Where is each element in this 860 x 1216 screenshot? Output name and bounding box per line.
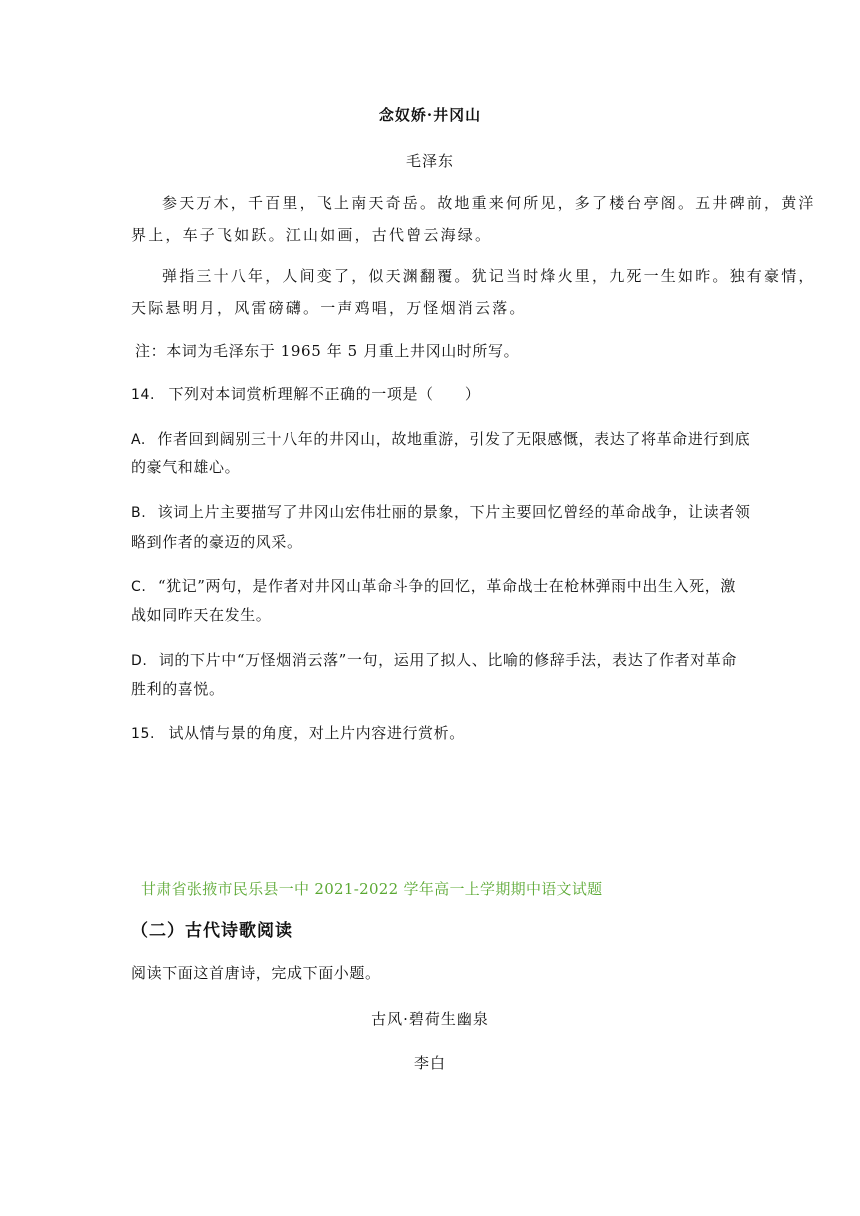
- poem-note: 注：本词为毛泽东于 1965 年 5 月重上井冈山时所写。: [135, 342, 520, 360]
- instruction-text: 阅读下面这首唐诗，完成下面小题。: [131, 964, 381, 982]
- question-14: [131, 383, 480, 404]
- option-c-line2: 战如同昨天在发生。: [131, 606, 272, 624]
- poem-stanza2-line2: 天际悬明月，风雷磅礴。一声鸡唱，万怪烟消云落。: [131, 299, 527, 317]
- poem-stanza2-line1: 弹指三十八年，人间变了，似天渊翻覆。犹记当时烽火里，九死一生如昨。独有豪情，: [162, 267, 816, 285]
- option-d-line1: [131, 649, 737, 670]
- poem2-title: 古风·碧荷生幽泉: [371, 1010, 489, 1028]
- option-text: “犹记”两句，是作者对井冈山革命斗争的回忆，革命战士在枪林弹雨中出生入死，激: [157, 577, 736, 595]
- poem-author: 毛泽东: [405, 152, 454, 170]
- option-a-line2: 的豪气和雄心。: [131, 458, 241, 476]
- question-number: 14.: [131, 387, 156, 403]
- option-letter: B.: [131, 505, 147, 521]
- question-number: 15.: [131, 726, 156, 742]
- source-reference: 甘肃省张掖市民乐县一中 2021-2022 学年高一上学期期中语文试题: [141, 880, 603, 898]
- poem-stanza1-line1: 参天万木，千百里，飞上南天奇岳。故地重来何所见，多了楼台亭阁。五井碑前，黄洋: [162, 194, 816, 212]
- question-stem: 下列对本词赏析理解不正确的一项是（ ）: [168, 385, 481, 403]
- option-letter: C.: [131, 579, 147, 595]
- question-15: [131, 722, 465, 743]
- option-a-line1: [131, 428, 750, 449]
- option-text: 该词上片主要描写了井冈山宏伟壮丽的景象，下片主要回忆曾经的革命战争，让读者领: [157, 503, 751, 521]
- poem2-author: 李白: [413, 1054, 446, 1072]
- option-d-line2: 胜利的喜悦。: [131, 680, 225, 698]
- option-letter: D.: [131, 653, 148, 669]
- option-b-line2: 略到作者的豪迈的风采。: [131, 533, 303, 551]
- poem-stanza1-line2: 界上，车子飞如跃。江山如画，古代曾云海绿。: [131, 226, 493, 244]
- option-text: 词的下片中“万怪烟消云落”一句，运用了拟人、比喻的修辞手法，表达了作者对革命: [158, 651, 737, 669]
- option-b-line1: [131, 501, 750, 522]
- question-stem: 试从情与景的角度，对上片内容进行赏析。: [168, 724, 465, 742]
- option-letter: A.: [131, 432, 146, 448]
- option-text: 作者回到阔别三十八年的井冈山，故地重游，引发了无限感慨，表达了将革命进行到底: [157, 430, 751, 448]
- section-title: （二）古代诗歌阅读: [131, 921, 293, 941]
- option-c-line1: [131, 575, 736, 596]
- poem-title: 念奴娇·井冈山: [378, 106, 482, 124]
